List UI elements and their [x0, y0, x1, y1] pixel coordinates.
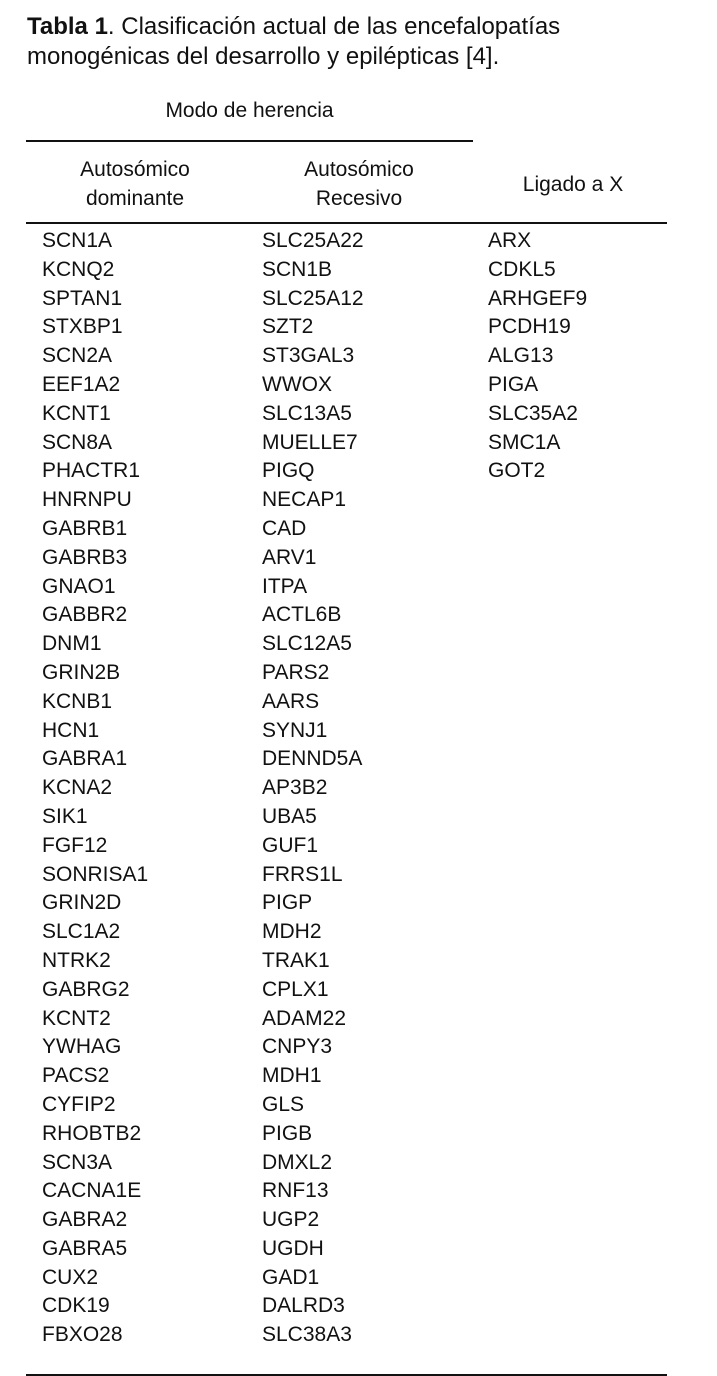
gene-cell: CNPY3	[262, 1035, 333, 1059]
gene-cell: PIGP	[262, 891, 313, 915]
group-header-rule	[26, 140, 473, 142]
gene-cell: MDH2	[262, 920, 322, 944]
gene-cell: SCN2A	[42, 344, 113, 368]
gene-cell: DNM1	[42, 632, 102, 656]
gene-cell: GRIN2B	[42, 660, 121, 684]
gene-cell: ST3GAL3	[262, 344, 355, 368]
gene-cell: AP3B2	[262, 776, 328, 800]
gene-cell: ARX	[488, 229, 532, 252]
gene-cell: SCN3A	[42, 1150, 113, 1174]
gene-cell: HNRNPU	[42, 488, 132, 512]
gene-cell: PARS2	[262, 660, 330, 684]
gene-cell: SCN8A	[42, 430, 113, 454]
gene-cell: CYFIP2	[42, 1092, 116, 1116]
gene-list-autosomal-recessive	[262, 227, 364, 1350]
gene-cell: UGP2	[262, 1208, 320, 1232]
column-header-line: dominante	[85, 187, 185, 210]
gene-cell: RNF13	[262, 1179, 329, 1203]
gene-cell: CACNA1E	[42, 1179, 142, 1203]
gene-cell: CDK19	[42, 1294, 110, 1318]
gene-cell: SLC38A3	[262, 1323, 352, 1347]
gene-cell: CPLX1	[262, 977, 329, 1001]
gene-cell: KCNQ2	[42, 257, 115, 281]
gene-cell: PIGA	[488, 372, 539, 396]
gene-cell: HCN1	[42, 718, 100, 742]
gene-cell: NTRK2	[42, 948, 111, 972]
gene-cell: GLS	[262, 1092, 305, 1116]
gene-cell: MUELLE7	[262, 430, 358, 454]
gene-cell: GNAO1	[42, 574, 116, 598]
gene-cell: PIGB	[262, 1121, 313, 1145]
column-header-x-linked	[478, 170, 668, 199]
gene-cell: SIK1	[42, 804, 88, 828]
gene-cell: CDKL5	[488, 257, 556, 281]
gene-cell: YWHAG	[42, 1035, 122, 1059]
gene-cell: UGDH	[262, 1236, 324, 1260]
gene-list-autosomal-dominant	[42, 227, 148, 1350]
gene-cell: SLC25A22	[262, 229, 364, 252]
column-header-autosomal-dominant	[30, 155, 240, 213]
gene-cell: KCNT1	[42, 401, 111, 425]
column-header-line: Recesivo	[315, 187, 403, 210]
gene-list-x-linked	[488, 227, 587, 486]
gene-cell: KCNT2	[42, 1006, 111, 1030]
gene-cell: GABRB1	[42, 516, 128, 540]
table-label: Tabla 1	[27, 13, 108, 40]
gene-cell: TRAK1	[262, 948, 330, 972]
column-header-line: Autosómico	[304, 158, 414, 181]
gene-cell: NECAP1	[262, 488, 347, 512]
gene-cell: SLC1A2	[42, 920, 121, 944]
gene-cell: GRIN2D	[42, 891, 122, 915]
header-rule	[26, 222, 667, 224]
gene-cell: GABRA1	[42, 747, 128, 771]
gene-cell: PHACTR1	[42, 459, 141, 483]
gene-cell: ALG13	[488, 344, 554, 368]
gene-cell: SCN1A	[42, 229, 113, 252]
gene-cell: KCNA2	[42, 776, 113, 800]
gene-cell: SYNJ1	[262, 718, 328, 742]
gene-cell: SLC13A5	[262, 401, 352, 425]
gene-cell: KCNB1	[42, 689, 113, 713]
gene-cell: ADAM22	[262, 1006, 347, 1030]
gene-cell: MDH1	[262, 1064, 322, 1088]
gene-cell: PIGQ	[262, 459, 315, 483]
gene-cell: GUF1	[262, 833, 319, 857]
gene-cell: GABRA5	[42, 1236, 128, 1260]
gene-cell: FGF12	[42, 833, 108, 857]
gene-cell: ARV1	[262, 545, 317, 569]
group-header: Modo de herencia	[165, 99, 334, 122]
gene-cell: UBA5	[262, 804, 317, 828]
gene-cell: SLC25A12	[262, 286, 364, 310]
gene-cell: AARS	[262, 689, 320, 713]
gene-cell: STXBP1	[42, 315, 123, 339]
gene-cell: DENND5A	[262, 747, 363, 771]
gene-cell: SLC12A5	[262, 632, 352, 656]
gene-cell: SONRISA1	[42, 862, 149, 886]
table-caption	[27, 12, 697, 72]
gene-cell: ARHGEF9	[488, 286, 588, 310]
gene-cell: RHOBTB2	[42, 1121, 142, 1145]
gene-cell: PCDH19	[488, 315, 571, 339]
gene-cell: PACS2	[42, 1064, 110, 1088]
gene-cell: GABBR2	[42, 603, 128, 627]
gene-cell: GABRG2	[42, 977, 130, 1001]
gene-cell: EEF1A2	[42, 372, 121, 396]
table-caption-text: . Clasificación actual de las encefalopatías monogénicas del desarrollo y epilépticas [4].	[27, 13, 561, 70]
gene-cell: ACTL6B	[262, 603, 342, 627]
gene-cell: FBXO28	[42, 1323, 123, 1347]
gene-cell: SLC35A2	[488, 401, 578, 425]
gene-cell: SPTAN1	[42, 286, 123, 310]
gene-cell: SMC1A	[488, 430, 561, 454]
gene-cell: GAD1	[262, 1265, 320, 1289]
gene-cell: GABRA2	[42, 1208, 128, 1232]
gene-cell: SCN1B	[262, 257, 333, 281]
column-header-autosomal-recessive	[254, 155, 464, 213]
gene-cell: CAD	[262, 516, 307, 540]
gene-cell: ITPA	[262, 574, 308, 598]
gene-cell: GABRB3	[42, 545, 128, 569]
gene-cell: DMXL2	[262, 1150, 333, 1174]
gene-cell: WWOX	[262, 372, 332, 396]
gene-cell: GOT2	[488, 459, 546, 483]
column-header-line: Ligado a X	[522, 173, 624, 196]
column-header-line: Autosómico	[80, 158, 190, 181]
gene-cell: SZT2	[262, 315, 314, 339]
gene-cell: DALRD3	[262, 1294, 345, 1318]
gene-cell: CUX2	[42, 1265, 99, 1289]
gene-cell: FRRS1L	[262, 862, 343, 886]
